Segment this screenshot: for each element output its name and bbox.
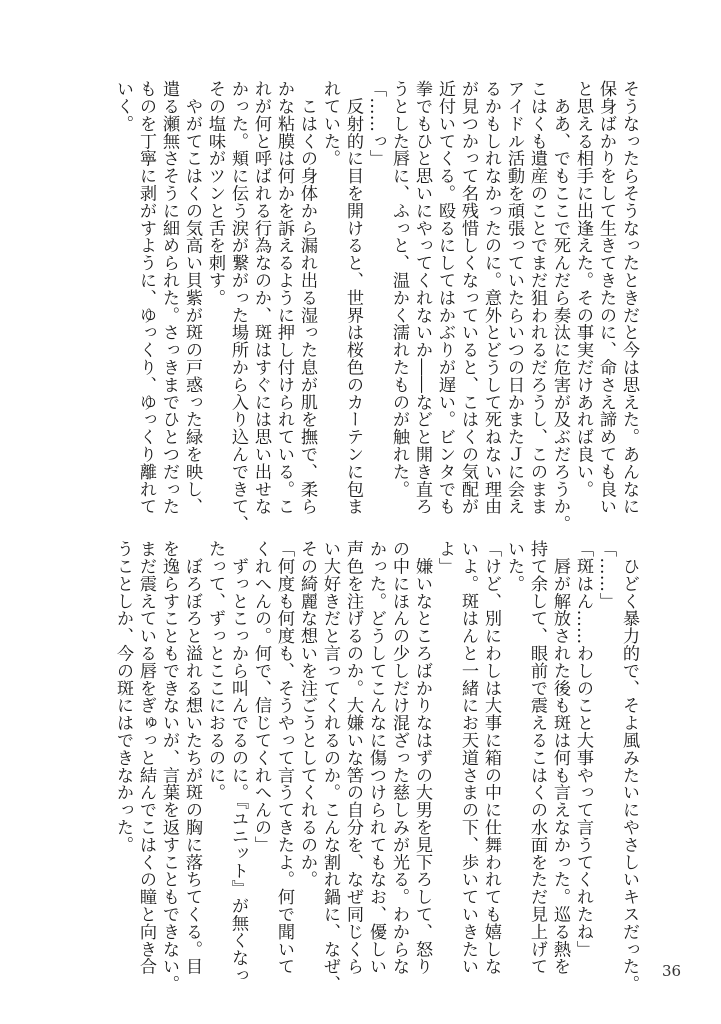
text-line: れていた。 xyxy=(320,80,340,167)
text-line: ああ、でもここで死んだら奏汰に危害が及ぶだろうか。 xyxy=(550,80,570,533)
text-line: 遣る瀬無さそうに細められた。さっきまでひとつだった xyxy=(159,80,179,515)
text-line: と思える相手に出逢えた。その事実だけあれば良い。 xyxy=(573,80,593,498)
text-line: ものを丁寧に剥がすように、ゆっくり、ゆっくり離れて xyxy=(136,80,156,515)
text-line: アイドル活動を頑張っていたらいつの日かまたＪに会え xyxy=(504,80,524,515)
text-line: 拳でもひと思いにやってくれないか――などと開き直ろ xyxy=(412,80,432,515)
text-line: ひどく暴力的で、そよ風みたいにやさしいキスだった。 xyxy=(619,540,639,993)
text-line: こはくも遺産のことでまだ狙われるだろうし、このまま xyxy=(527,80,547,515)
page-number: 36 xyxy=(662,962,682,980)
text-line: 「……っ」 xyxy=(366,80,386,167)
text-line: 保身ばかりをして生きてきたのに、命さえ諦めても良い xyxy=(596,80,616,515)
text-line: い大好きだと言ってくれるのか。こんな割れ鍋に、なぜ、 xyxy=(320,540,340,993)
text-line: いく。 xyxy=(113,80,133,133)
text-line: 唇が解放された後も斑は何も言えなかった。巡る熱を xyxy=(550,540,570,975)
text-line: 「……」 xyxy=(596,540,616,610)
text-line: れが何と呼ばれる行為なのか、斑はすぐには思い出せな xyxy=(251,80,271,515)
text-line: の中にほんの少しだけ混ざった慈しみが光る。わからな xyxy=(389,540,409,975)
text-line: かった。頬に伝う涙が繋がった場所から入り込んできて、 xyxy=(228,80,248,533)
text-line: うとした唇に、ふっと、温かく濡れたものが触れた。 xyxy=(389,80,409,498)
text-line: 近付いてくる。殴るにしてはかぶりが遅い。ビンタでも xyxy=(435,80,455,515)
text-line: ずっとこっから叫んでるのに。『ユニット』が無くなっ xyxy=(228,540,248,984)
text-line: いよ。斑はんと一緒にお天道さまの下、歩いていきたい xyxy=(458,540,478,975)
text-line: 持て余して、眼前で震えるこはくの水面をただ見上げて xyxy=(527,540,547,975)
text-line: ぼろぼろと溢れる想いたちが斑の胸に落ちてくる。目 xyxy=(182,540,202,975)
text-line: 反射的に目を開けると、世界は桜色のカーテンに包ま xyxy=(343,80,363,515)
text-line: 「斑はん……わしのこと大事やって言うてくれたね」 xyxy=(573,540,593,958)
text-line: そうなったらそうなったときだと今は思えた。あんなに xyxy=(619,80,639,515)
text-block-bottom xyxy=(111,540,640,993)
text-line: まだ震えている唇をぎゅっと結んでこはくの瞳と向き合 xyxy=(136,540,156,975)
text-line: その塩味がツンと舌を刺す。 xyxy=(205,80,225,307)
text-line: 声色を注げるのか。大嫌いな筈の自分を、なぜ同じくら xyxy=(343,540,363,975)
text-line: たって、ずっとここにおるのに。 xyxy=(205,540,225,801)
text-line: こはくの身体から漏れ出る湿った息が肌を撫で、柔ら xyxy=(297,80,317,515)
text-line: 「けど、別にわしは大事に箱の中に仕舞われても嬉しな xyxy=(481,540,501,975)
text-line: るかもしれなかったのに。意外とどうして死ねない理由 xyxy=(481,80,501,515)
text-line: かな粘膜は何かを訴えるように押し付けられている。こ xyxy=(274,80,294,515)
text-line: うことしか、今の斑にはできなかった。 xyxy=(113,540,133,854)
text-line: が見つかって名残惜しくなっていると、こはくの気配が xyxy=(458,80,478,515)
text-block-top xyxy=(111,80,640,533)
text-line: やがてこはくの気高い貝紫が斑の戸惑った緑を映し、 xyxy=(182,80,202,515)
text-line: かった。どうしてこんなに傷つけられてもなお、優しい xyxy=(366,540,386,975)
text-line: その綺麗な想いを注ごうとしてくれるのか。 xyxy=(297,540,317,888)
text-line: くれへんの。何で、信じてくれへんの」 xyxy=(251,540,271,854)
text-line: いた。 xyxy=(504,540,524,593)
text-line: 「何度も何度も、そうやって言うてきたよ。何で聞いて xyxy=(274,540,294,975)
text-line: 嫌いなところばかりなはずの大男を見下ろして、怒り xyxy=(412,540,432,975)
text-line: よ」 xyxy=(435,540,455,575)
text-line: を逸らすこともできないが、言葉を返すこともできない。 xyxy=(159,540,179,993)
